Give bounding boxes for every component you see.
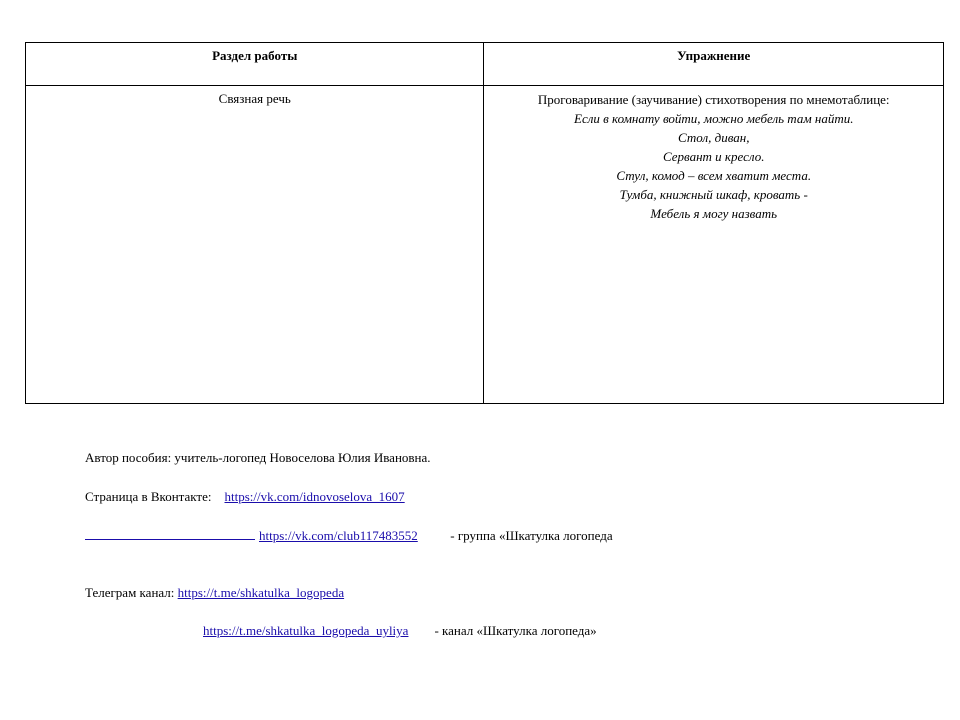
table-row bbox=[26, 86, 944, 404]
author-line: Автор пособия: учитель-логопед Новоселова Юлия Ивановна. bbox=[85, 450, 431, 465]
poem-line: Тумба, книжный шкаф, кровать - bbox=[619, 187, 808, 202]
telegram-line bbox=[85, 585, 344, 601]
vk-label: Страница в Вконтакте: bbox=[85, 489, 212, 504]
table-header-row bbox=[26, 43, 944, 86]
exercise-table bbox=[25, 42, 944, 404]
header-exercise: Упражнение bbox=[484, 43, 944, 86]
vk-link-profile[interactable]: https://vk.com/idnovoselova_1607 bbox=[224, 489, 405, 504]
cell-exercise bbox=[484, 86, 944, 404]
telegram-label: Телеграм канал: bbox=[85, 585, 175, 600]
telegram-link-channel[interactable]: https://t.me/shkatulka_logopeda_uyliya bbox=[203, 623, 409, 638]
poem-line: Сервант и кресло. bbox=[663, 149, 765, 164]
vk-link-group[interactable]: https://vk.com/club117483552 bbox=[259, 528, 418, 543]
link-underline bbox=[85, 527, 255, 540]
poem-line: Мебель я могу назвать bbox=[650, 206, 778, 221]
poem-line: Стул, комод – всем хватит места. bbox=[616, 168, 812, 183]
telegram-channel-label: - канал «Шкатулка логопеда» bbox=[434, 623, 597, 638]
header-section: Раздел работы bbox=[26, 43, 484, 86]
exercise-intro: Проговаривание (заучивание) стихотворения по мнемотаблице: bbox=[537, 92, 890, 107]
cell-section: Связная речь bbox=[26, 86, 484, 404]
poem-line: Если в комнату войти, можно мебель там найти. bbox=[574, 111, 854, 126]
vk-group-label: - группа «Шкатулка логопеда bbox=[450, 528, 613, 543]
vk-page-line bbox=[85, 489, 405, 505]
telegram-channel-line bbox=[203, 623, 597, 639]
vk-group-line bbox=[85, 527, 613, 544]
poem-line: Стол, диван, bbox=[678, 130, 750, 145]
telegram-link-main[interactable]: https://t.me/shkatulka_logopeda bbox=[177, 585, 345, 600]
